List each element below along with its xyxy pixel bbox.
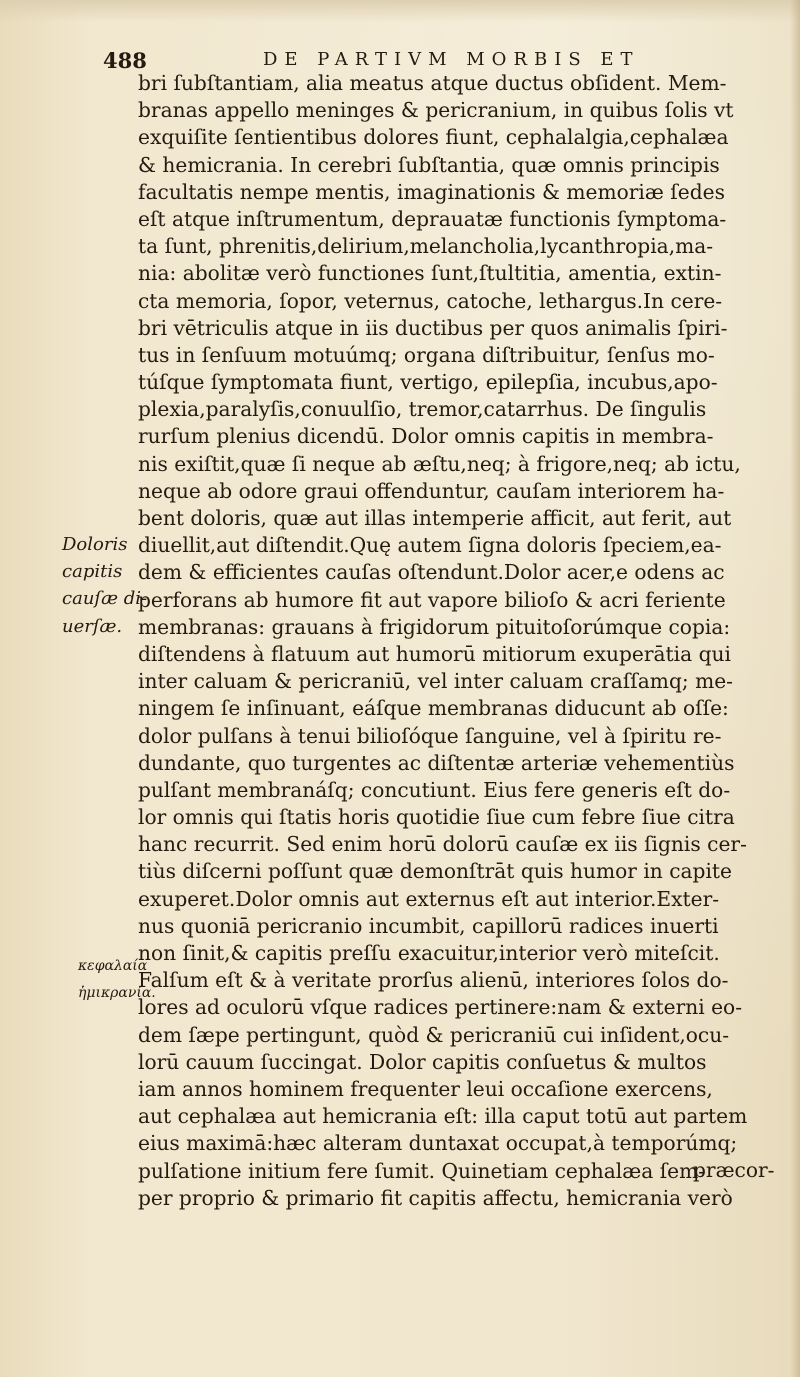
text-line: ningem ſe inſinuant, eáſque membranas diducunt ab oſſe: <box>138 696 729 721</box>
greek-margin-note: κεφαλαία <box>78 958 148 974</box>
margin-note-block <box>62 531 148 640</box>
text-line: inter caluam & pericraniū, vel inter caluam craſſamq; me- <box>138 669 733 694</box>
text-line: ta ſunt, phrenitis,delirium,melancholia,lycanthropia,ma- <box>138 234 714 259</box>
text-line: dundante, quo turgentes ac diſtentæ arteriæ vehementiùs <box>138 750 735 775</box>
text-line: lores ad oculorū vſque radices pertinere:nam & externi eo- <box>138 995 743 1020</box>
text-line: nis exiſtit,quæ ſi neque ab æſtu,neq; à frigore,neq; ab ictu, <box>138 451 741 476</box>
text-line: per proprio & primario fit capitis affectu, hemicrania verò <box>138 1185 733 1210</box>
text-line: bent doloris, quæ aut illas intemperie afficit, aut ferit, aut <box>138 506 732 530</box>
page-number: 488 <box>103 48 147 73</box>
text-line: & hemicrania. In cerebri ſubſtantia, quæ omnis principis <box>138 152 720 177</box>
text-line: dem ſæpe pertingunt, quòd & pericraniū cui inſident,ocu- <box>138 1022 730 1047</box>
text-line: nia: abolitæ verò functiones ſunt,ſtultitia, amentia, extin- <box>138 261 722 286</box>
text-line: tiùs diſcerni poſſunt quæ demonſtrāt quis humor in capite <box>138 859 732 884</box>
text-line: branas appello meninges & pericranium, in quibus ſolis vt <box>138 98 734 123</box>
running-head: DE PARTIVM MORBIS ET <box>263 49 640 70</box>
page-top-shadow <box>0 0 800 22</box>
text-line: tus in ſenſuum motuúmq; organa diſtribuitur, ſenſus mo- <box>138 342 715 367</box>
text-line: rurſum plenius dicendū. Dolor omnis capitis in membra- <box>138 424 714 449</box>
text-line: diſtendens à flatuum aut humorū mitiorum exuperātia qui <box>138 641 731 666</box>
text-line: plexia,paralyſis,conuulſio, tremor,catarrhus. De ſingulis <box>138 397 707 422</box>
text-line: neque ab odore graui offenduntur, cauſam interiorem ha- <box>138 478 725 503</box>
text-line: aut cephalæa aut hemicrania eſt: illa caput totū aut partem <box>138 1104 748 1129</box>
greek-margin-note: ἡμικρανία. <box>78 985 156 1002</box>
text-line: bri ſubſtantiam, alia meatus atque ductus obſident. Mem- <box>138 71 727 95</box>
text-line: exquiſite ſentientibus dolores fiunt, cephalalgia,cephalæa <box>138 125 729 150</box>
text-line: dem & efficientes cauſas oſtendunt.Dolor acer,e odens ac <box>138 560 725 585</box>
catchword: præcor- <box>693 1158 775 1182</box>
text-line: lor omnis qui ſtatis horis quotidie ſiue cum febre ſiue citra <box>138 805 735 830</box>
text-line: exuperet.Dolor omnis aut externus eſt aut interior.Exter- <box>138 886 720 911</box>
text-line: bri vētriculis atque in iis ductibus per quos animalis ſpiri- <box>138 315 728 340</box>
text-line: non ſinit,& capitis preſſu exacuitur,interior verò miteſcit. <box>138 941 720 965</box>
text-line: pulſatione initium fere ſumit. Quinetiam cephalæa ſem- <box>138 1158 706 1183</box>
margin-note: cauſæ di- <box>62 588 148 610</box>
body-text <box>138 70 798 1212</box>
text-line: nus quoniā pericranio incumbit, capillorū radices inuerti <box>138 913 719 938</box>
text-line: membranas: grauans à frigidorum pituitoſorúmque copia: <box>138 614 731 639</box>
text-line: hanc recurrit. Sed enim horū dolorū cauſæ ex iis ſignis cer- <box>138 832 747 857</box>
text-line: perforans ab humore fit aut vapore bilioſo & acri feriente <box>138 587 726 612</box>
text-line: diuellit,aut diſtendit.Quę autem ſigna doloris ſpeciem,ea- <box>138 533 722 558</box>
text-line: eſt atque inſtrumentum, deprauatæ functionis ſymptoma- <box>138 206 727 231</box>
text-line: lorū cauum ſuccingat. Dolor capitis conſuetus & multos <box>138 1049 707 1074</box>
greek-margin-notes <box>78 953 156 1007</box>
text-line: pulſant membranáſq; concutiunt. Eius fere generis eſt do- <box>138 777 731 802</box>
margin-note: uerſæ. <box>62 615 123 637</box>
text-line: dolor pulſans à tenui bilioſóque ſanguine, vel à ſpiritu re- <box>138 723 722 748</box>
text-line: eius maximā:hæc alteram duntaxat occupat,à temporúmq; <box>138 1131 738 1156</box>
text-line: facultatis nempe mentis, imaginationis & memoriæ ſedes <box>138 179 725 204</box>
text-line: iam annos hominem frequenter leui occaſione exercens, <box>138 1076 713 1101</box>
margin-note: Doloris <box>62 534 128 555</box>
text-line: Falſum eſt & à veritate prorſus alienū, interiores ſolos do- <box>138 968 729 993</box>
text-line: túſque ſymptomata fiunt, vertigo, epilepſia, incubus,apo- <box>138 370 718 395</box>
margin-note: capitis <box>62 561 123 583</box>
text-line: cta memoria, ſopor, veternus, catoche, lethargus.In cere- <box>138 288 723 313</box>
